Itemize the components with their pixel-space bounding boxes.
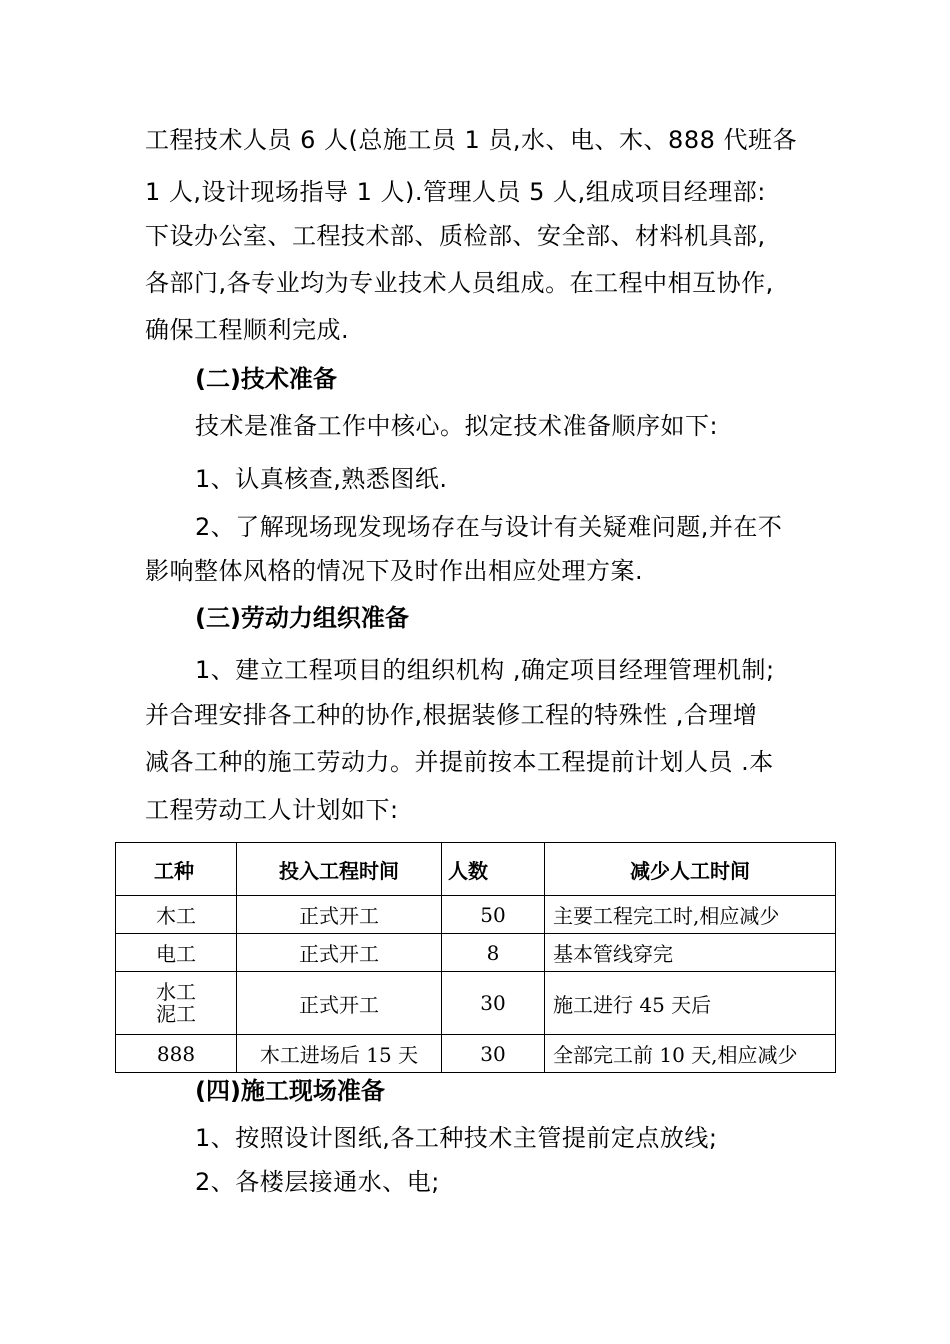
table-header-row [116,843,836,896]
cell-start: 正式开工 [237,896,442,934]
column-header-trade: 工种 [116,843,237,896]
cell-trade-line: 泥工 [156,1001,196,1026]
list-item: 2、各楼层接通水、电; [195,1168,440,1196]
list-item: 1、建立工程项目的组织机构 ,确定项目经理管理机制; [195,656,775,684]
table-row [116,1035,836,1073]
text-line: 影响整体风格的情况下及时作出相应处理方案. [145,557,644,585]
cell-count: 50 [442,896,545,934]
cell-start: 正式开工 [237,934,442,972]
section-heading-technical: (二)技术准备 [195,365,337,393]
cell-trade [116,972,237,1035]
cell-count: 8 [442,934,545,972]
list-item: 2、了解现场现发现场存在与设计有关疑难问题,并在不 [195,513,783,541]
list-item: 1、认真核查,熟悉图纸. [195,465,448,493]
text-line: 技术是准备工作中核心。拟定技术准备顺序如下: [195,412,719,440]
cell-reduce: 基本管线穿完 [545,934,836,972]
text-line: 工程劳动工人计划如下: [145,796,399,824]
text-line: 各部门,各专业均为专业技术人员组成。在工程中相互协作, [145,269,774,297]
text-line: 并合理安排各工种的协作,根据装修工程的特殊性 ,合理增 [145,701,758,729]
table-row [116,972,836,1035]
cell-reduce: 施工进行 45 天后 [545,972,836,1035]
list-item: 1、按照设计图纸,各工种技术主管提前定点放线; [195,1124,718,1152]
cell-trade: 电工 [116,934,237,972]
cell-start: 木工进场后 15 天 [237,1035,442,1073]
cell-count: 30 [442,972,545,1035]
cell-start: 正式开工 [237,972,442,1035]
section-heading-labor: (三)劳动力组织准备 [195,604,409,632]
text-line: 下设办公室、工程技术部、质检部、安全部、材料机具部, [145,222,766,250]
cell-trade: 木工 [116,896,237,934]
cell-trade-stack [156,981,196,1025]
text-line: 减各工种的施工劳动力。并提前按本工程提前计划人员 .本 [145,748,774,776]
column-header-reduce: 减少人工时间 [545,843,836,896]
table-row [116,896,836,934]
cell-reduce: 全部完工前 10 天,相应减少 [545,1035,836,1073]
cell-trade: 888 [116,1035,237,1073]
text-line: 工程技术人员 6 人(总施工员 1 员,水、电、木、888 代班各 [145,126,797,154]
cell-reduce: 主要工程完工时,相应减少 [545,896,836,934]
text-line: 1 人,设计现场指导 1 人).管理人员 5 人,组成项目经理部: [145,178,766,206]
table-row [116,934,836,972]
column-header-count: 人数 [442,843,545,896]
labor-plan-table [115,842,836,1073]
cell-trade-line: 水工 [156,979,196,1004]
text-line: 确保工程顺利完成. [145,316,350,344]
section-heading-site: (四)施工现场准备 [195,1077,385,1105]
cell-count: 30 [442,1035,545,1073]
column-header-start: 投入工程时间 [237,843,442,896]
